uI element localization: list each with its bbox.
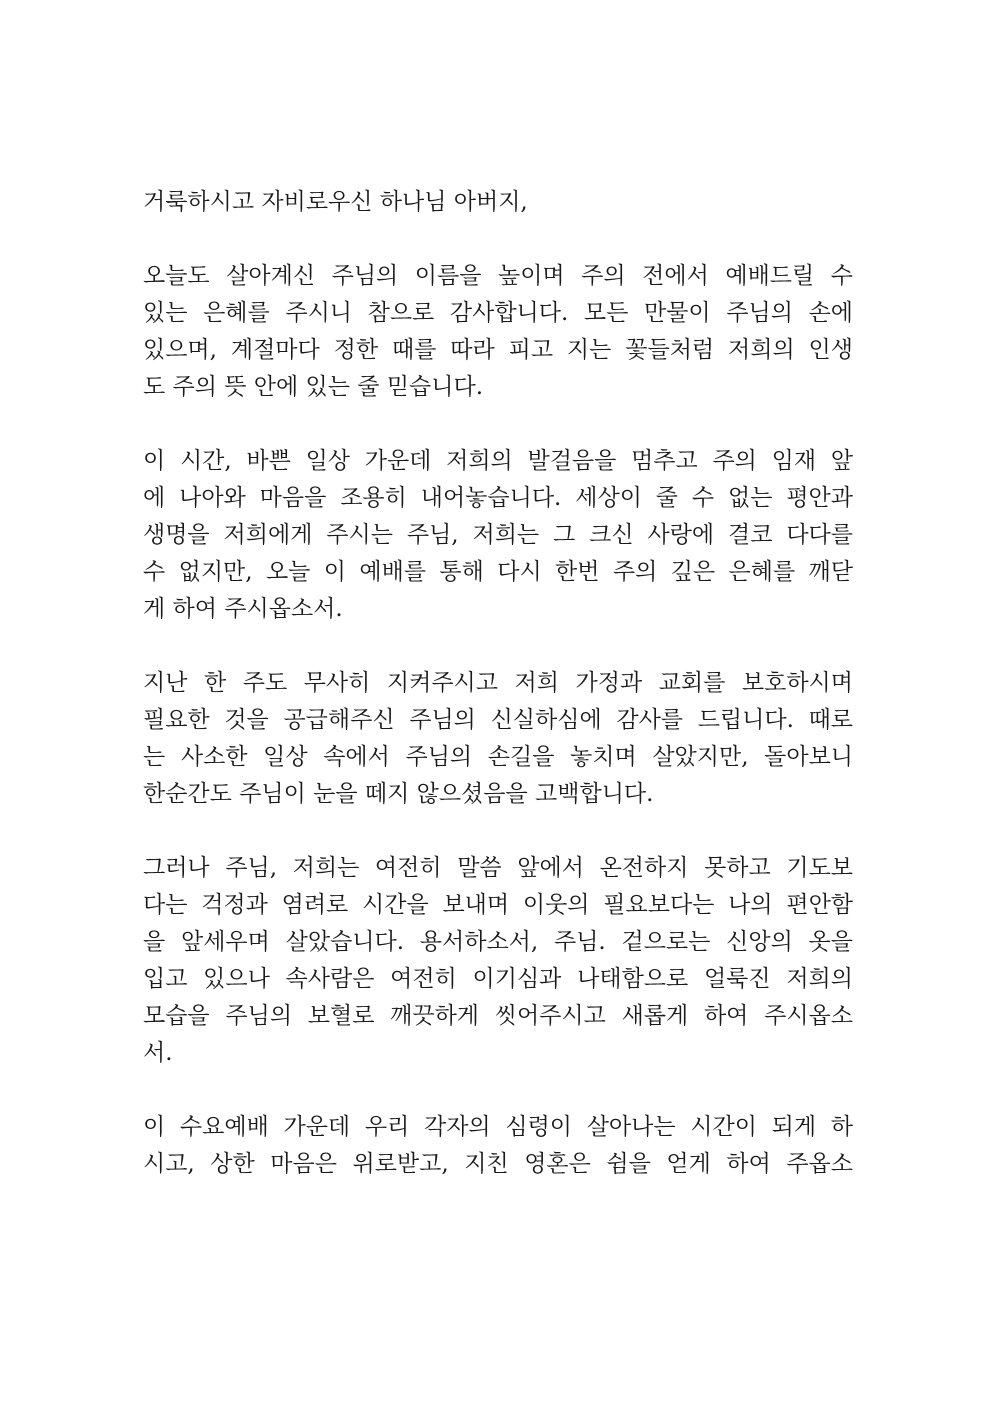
paragraph-line: 입고 있으나 속사람은 여전히 이기심과 나태함으로 얼룩진 저희의: [143, 966, 853, 992]
paragraph-line: 한순간도 주님이 눈을 떼지 않으셨음을 고백합니다.: [143, 781, 654, 807]
paragraph-gap: [143, 628, 853, 665]
paragraph-line: 있으며, 계절마다 정한 때를 따라 피고 지는 꽃들처럼 저희의 인생: [143, 337, 853, 363]
paragraph-line: 서.: [143, 1040, 173, 1066]
prayer-text: [143, 184, 853, 1183]
paragraph-line: 이 시간, 바쁜 일상 가운데 저희의 발걸음을 멈추고 주의 임재 앞: [143, 448, 853, 474]
paragraph-line: 을 앞세우며 살았습니다. 용서하소서, 주님. 겉으로는 신앙의 옷을: [143, 929, 853, 955]
paragraph-line: 도 주의 뜻 안에 있는 줄 믿습니다.: [143, 374, 484, 400]
paragraph-line: 시고, 상한 마음은 위로받고, 지친 영혼은 쉼을 얻게 하여 주옵소: [143, 1151, 853, 1177]
paragraph-line: 오늘도 살아계신 주님의 이름을 높이며 주의 전에서 예배드릴 수: [143, 263, 853, 289]
paragraph-line: 필요한 것을 공급해주신 주님의 신실하심에 감사를 드립니다. 때로: [143, 707, 853, 733]
paragraph-line: 수 없지만, 오늘 이 예배를 통해 다시 한번 주의 깊은 은혜를 깨닫: [143, 559, 853, 585]
paragraph-gap: [143, 221, 853, 258]
paragraph-line: 다는 걱정과 염려로 시간을 보내며 이웃의 필요보다는 나의 편안함: [143, 892, 853, 918]
paragraph-line: 생명을 저희에게 주시는 주님, 저희는 그 크신 사랑에 결코 다다를: [143, 522, 853, 548]
paragraph-line: 이 수요예배 가운데 우리 각자의 심령이 살아나는 시간이 되게 하: [143, 1114, 853, 1140]
paragraph-gap: [143, 813, 853, 850]
paragraph-line: 는 사소한 일상 속에서 주님의 손길을 놓치며 살았지만, 돌아보니: [143, 744, 853, 770]
salutation: 거룩하시고 자비로우신 하나님 아버지,: [143, 189, 528, 215]
paragraph-line: 에 나아와 마음을 조용히 내어놓습니다. 세상이 줄 수 없는 평안과: [143, 485, 853, 511]
paragraph-line: 지난 한 주도 무사히 지켜주시고 저희 가정과 교회를 보호하시며: [143, 670, 853, 696]
paragraph-gap: [143, 406, 853, 443]
paragraph-line: 게 하여 주시옵소서.: [143, 596, 343, 622]
paragraph-gap: [143, 1072, 853, 1109]
paragraph-line: 있는 은혜를 주시니 참으로 감사합니다. 모든 만물이 주님의 손에: [143, 300, 853, 326]
paragraph-line: 모습을 주님의 보혈로 깨끗하게 씻어주시고 새롭게 하여 주시옵소: [143, 1003, 853, 1029]
paragraph-line: 그러나 주님, 저희는 여전히 말씀 앞에서 온전하지 못하고 기도보: [143, 855, 853, 881]
